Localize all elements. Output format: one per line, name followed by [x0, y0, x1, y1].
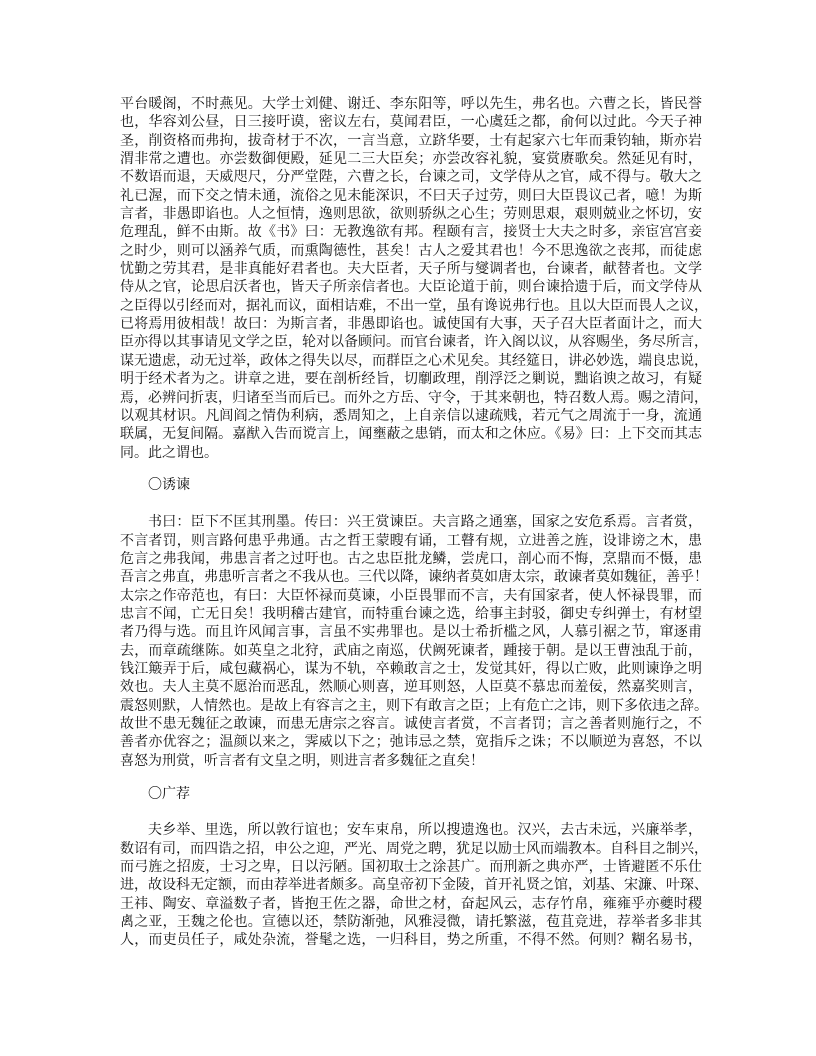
text-line: 而弓旌之招废，士习之卑，日以污陋。国初取士之涂甚广。而刑新之典亦严，士皆避匿不乐仕: [120, 859, 702, 876]
text-line: 谋无遗虑，动无过举，政体之得失以尽，而群臣之心术见矣。其经筵日，讲必妙选，端良忠说，: [120, 352, 708, 369]
text-line: 危言之弗我闻，弗患言者之过吁也。古之忠臣批龙鳞，尝虎口，剖心而不悔，烹鼎而不慑，患: [120, 550, 702, 567]
text-line: 焉，必辨问折衷，归诸至当而后已。而外之方岳、守令，于其来朝也，特召数人焉。赐之清问，: [120, 389, 708, 406]
document-page: [120, 95, 708, 950]
text-line: 以观其材识。凡闾阎之情伪利病，悉周知之，上自亲信以逮疏贱，若元气之周流于一身，流通: [120, 407, 702, 424]
text-line: 震怒则默，人情然也。是故上有容言之主，则下有敢言之臣；上有危亡之讳，则下多依违之辞。: [120, 697, 708, 714]
text-line: 礼已渥，而下交之情未通，流俗之见未能深识，不曰天子过劳，则曰大臣畏议己者，噫！为斯: [120, 187, 702, 204]
text-line: 言者，非愚即谄也。人之恒情，逸则思欲，欲则骄纵之心生；劳则思艰，艰则兢业之怀切，安: [120, 206, 702, 223]
text-line: 进，故设科无定额，而由荐举进者颇多。高皇帝初下金陵，首开礼贤之馆，刘基、宋濂、叶琛、: [120, 877, 708, 894]
text-line: 钱江簸弄于后，咸包藏祸心，谋为不轨，卒赖敢言之士，发觉其奸，得以亡败，此则谏诤之明: [120, 660, 702, 677]
text-line: 忠言不闻，亡无日矣！我明稽古建官，而特重台谏之选，给事主封驳，御史专纠弹士，有材望: [120, 605, 702, 622]
paragraph: [120, 821, 708, 949]
text-line: 之时少，则可以涵养气质，而熏陶德性，甚矣！古人之爱其君也！今不思逸欲之丧邦，而徒虑: [120, 242, 702, 259]
text-line: 不言者罚，则言路何患乎弗通。古之哲王蒙瞍有诵，工瞽有规，立进善之旌，设诽谤之木，患: [120, 532, 702, 549]
text-line: 臣亦得以其事请见文学之臣，轮对以备顾问。而官台谏者，许入阁以议，从容赐坐，务尽所言，: [120, 334, 708, 351]
text-line: 吾言之弗直，弗患听言者之不我从也。三代以降，谏纳者莫如唐太宗，敢谏者莫如魏征，善乎！: [120, 569, 708, 586]
text-line: 已将焉用彼相哉！故曰：为斯言者，非愚即谄也。诚使国有大事，天子召大臣者面计之，而大: [120, 316, 702, 333]
text-line: 侍从之官，论思启沃者也，皆天子所亲信者也。大臣论道于前，则台谏拾遗于后，而文学侍从: [120, 279, 702, 296]
text-line: 善者亦优容之；温颜以来之，霁威以下之；弛讳忌之禁，宽指斥之诛；不以顺逆为喜怒，不以: [120, 734, 702, 751]
text-line: 人，而吏员任子，咸处杂流，誉髦之选，一归科目，势之所重，不得不然。何则？糊名易书，: [120, 932, 702, 949]
paragraph: [120, 95, 708, 462]
text-line: 去，而章疏继陈。如英皇之北狩，武庙之南巡，伏阙死谏者，踵接于朝。是以王曹浊乱于前，: [120, 642, 702, 659]
text-line: 平台暖阁，不时燕见。大学士刘健、谢迁、李东阳等，呼以先生，弗名也。六曹之长，皆民誉: [120, 96, 702, 112]
text-line: 效也。夫人主莫不愿治而恶乱，然顺心则喜，逆耳则怒，人臣莫不慕忠而羞佞，然嘉奖则言，: [120, 679, 702, 696]
text-line: 之臣得以引经而对，据礼而议，面相诘难，不出一堂，虽有谗说弗行也。且以大臣而畏人之议，: [120, 297, 708, 314]
paragraph: [120, 513, 708, 770]
text-line: 危理乱，鲜不由斯。故《书》曰：无教逸欲有邦。程颐有言，接贤士大夫之时多，亲宦宫宫妾: [120, 224, 702, 241]
section-heading: 〇诱谏: [148, 477, 190, 494]
text-line: 数诏有司，而四诰之招，申公之迎，严光、周党之聘，犹足以励士风而端教本。自科目之制兴，: [120, 840, 708, 857]
text-line: 渭非常之遭也。亦尝数御便殿，延见二三大臣矣；亦尝改容礼貌，宴赏赓歌矣。然延见有时，: [120, 151, 702, 168]
text-line: 忧勤之劳其君，是非真能好君者也。夫大臣者，天子所与燮调者也，台谏者，献替者也。文学: [120, 261, 702, 278]
text-line: 联属，无复间隔。嘉猷入告而谠言上，闻壅蔽之患销，而太和之休应。《易》曰：上下交而其志: [120, 426, 702, 443]
text-line: 也，华容刘公昼，日三接吁谟，密议左右，莫闻君臣，一心虞廷之都，俞何以过此。今天子神: [120, 114, 702, 131]
text-line: 故世不患无魏征之敢谏，而患无唐宗之容言。诚使言者赏，不言者罚；言之善者则施行之，不: [120, 716, 702, 732]
text-line: 明于经术者为之。讲章之进，要在剖析经旨，切劘政理，削浮泛之剿说，黜谄谀之故习，有疑: [120, 371, 702, 388]
text-line: 同。此之谓也。: [120, 444, 218, 461]
text-line: 不数语而退，天威咫尺，分严堂陛，六曹之长，台谏之司，文学侍从之官，咸不得与。敬大之: [120, 169, 702, 186]
text-line: 书曰：臣下不匡其刑墨。传曰：兴王赏谏臣。夫言路之通塞，国家之安危系焉。言者赏，: [148, 514, 702, 531]
text-line: 者乃得与选。而且许风闻言事，言虽不实弗罪也。是以士希折槛之风，人慕引裾之节，窜逐甫: [120, 624, 702, 641]
text-line: 太宗之作帝范也，有曰：大臣怀禄而莫谏，小臣畏罪而不言，夫有国家者，使人怀禄畏罪，而: [120, 587, 702, 604]
section-heading: 〇广荐: [148, 785, 190, 802]
text-line: 禼之亚，王魏之伦也。宣德以还，禁防渐弛，风雅浸微，请托繁滋，苞苴竞进，荐举者多非其: [120, 914, 702, 931]
text-line: 王祎、陶安、章溢数子者，皆抱王佐之器，命世之材，奋起风云，志存竹帛，雍雍乎亦夔时稷: [120, 895, 702, 912]
text-line: 圣，削资格而弗拘，拔奇材于不次，一言当意，立跻华要，士有起家六七年而秉钧轴，斯亦岩: [120, 132, 702, 149]
text-line: 夫乡举、里选，所以敦行谊也；安车束帛，所以搜遗逸也。汉兴，去古未远，兴廉举孝，: [148, 822, 702, 839]
text-line: 喜怒为刑赏，听言者有文皇之明，则进言者多魏征之直矣！: [120, 752, 484, 769]
